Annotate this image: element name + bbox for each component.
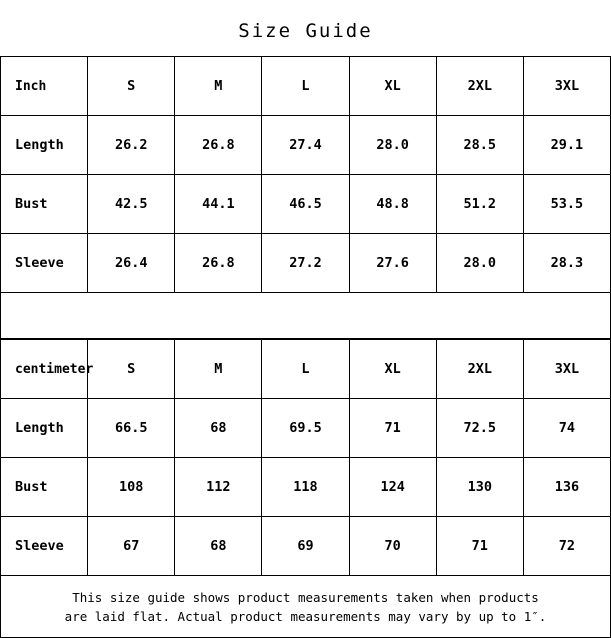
table-header-row xyxy=(1,57,611,116)
column-header-s: S xyxy=(88,57,175,116)
unit-label-centimeter: centimeter xyxy=(1,340,88,399)
column-header-m: M xyxy=(175,340,262,399)
cell-bust-m: 112 xyxy=(175,458,262,517)
cell-sleeve-m: 26.8 xyxy=(175,234,262,293)
cell-length-s: 66.5 xyxy=(88,399,175,458)
cell-sleeve-xl: 70 xyxy=(349,517,436,576)
cell-sleeve-l: 27.2 xyxy=(262,234,349,293)
cell-length-xl: 71 xyxy=(349,399,436,458)
row-label-length: Length xyxy=(1,116,88,175)
size-table-centimeter xyxy=(0,339,611,576)
cell-bust-m: 44.1 xyxy=(175,175,262,234)
cell-sleeve-l: 69 xyxy=(262,517,349,576)
cell-sleeve-3xl: 72 xyxy=(523,517,610,576)
cell-length-2xl: 72.5 xyxy=(436,399,523,458)
cell-sleeve-2xl: 71 xyxy=(436,517,523,576)
cell-bust-3xl: 136 xyxy=(523,458,610,517)
row-label-sleeve: Sleeve xyxy=(1,234,88,293)
cell-length-m: 68 xyxy=(175,399,262,458)
cell-sleeve-m: 68 xyxy=(175,517,262,576)
cell-bust-s: 108 xyxy=(88,458,175,517)
cell-bust-l: 118 xyxy=(262,458,349,517)
cell-sleeve-2xl: 28.0 xyxy=(436,234,523,293)
table-row xyxy=(1,458,611,517)
column-header-3xl: 3XL xyxy=(523,57,610,116)
column-header-s: S xyxy=(88,340,175,399)
column-header-l: L xyxy=(262,340,349,399)
row-label-sleeve: Sleeve xyxy=(1,517,88,576)
cell-length-3xl: 29.1 xyxy=(523,116,610,175)
cell-length-xl: 28.0 xyxy=(349,116,436,175)
cell-length-l: 27.4 xyxy=(262,116,349,175)
size-table-inch xyxy=(0,56,611,293)
cell-sleeve-s: 67 xyxy=(88,517,175,576)
column-header-l: L xyxy=(262,57,349,116)
cell-bust-xl: 124 xyxy=(349,458,436,517)
cell-sleeve-3xl: 28.3 xyxy=(523,234,610,293)
table-header-row xyxy=(1,340,611,399)
cell-length-l: 69.5 xyxy=(262,399,349,458)
column-header-m: M xyxy=(175,57,262,116)
row-label-bust: Bust xyxy=(1,175,88,234)
footnote-line-2: are laid flat. Actual product measurements may vary by up to 1″. xyxy=(64,609,547,625)
table-row xyxy=(1,116,611,175)
cell-length-m: 26.8 xyxy=(175,116,262,175)
cell-length-s: 26.2 xyxy=(88,116,175,175)
table-row xyxy=(1,517,611,576)
table-row xyxy=(1,175,611,234)
cell-bust-s: 42.5 xyxy=(88,175,175,234)
column-header-xl: XL xyxy=(349,57,436,116)
cell-length-3xl: 74 xyxy=(523,399,610,458)
cell-sleeve-s: 26.4 xyxy=(88,234,175,293)
table-row xyxy=(1,234,611,293)
cell-sleeve-xl: 27.6 xyxy=(349,234,436,293)
cell-length-2xl: 28.5 xyxy=(436,116,523,175)
table-row xyxy=(1,399,611,458)
row-label-bust: Bust xyxy=(1,458,88,517)
page-title: Size Guide xyxy=(238,20,373,42)
size-tables xyxy=(0,56,611,638)
column-header-xl: XL xyxy=(349,340,436,399)
cell-bust-l: 46.5 xyxy=(262,175,349,234)
cell-bust-xl: 48.8 xyxy=(349,175,436,234)
column-header-2xl: 2XL xyxy=(436,340,523,399)
table-separator-band xyxy=(0,293,611,339)
cell-bust-3xl: 53.5 xyxy=(523,175,610,234)
cell-bust-2xl: 130 xyxy=(436,458,523,517)
cell-bust-2xl: 51.2 xyxy=(436,175,523,234)
unit-label-inch: Inch xyxy=(1,57,88,116)
row-label-length: Length xyxy=(1,399,88,458)
footnote-line-1: This size guide shows product measurements taken when products xyxy=(72,590,539,605)
footnote xyxy=(0,576,611,638)
column-header-2xl: 2XL xyxy=(436,57,523,116)
column-header-3xl: 3XL xyxy=(523,340,610,399)
